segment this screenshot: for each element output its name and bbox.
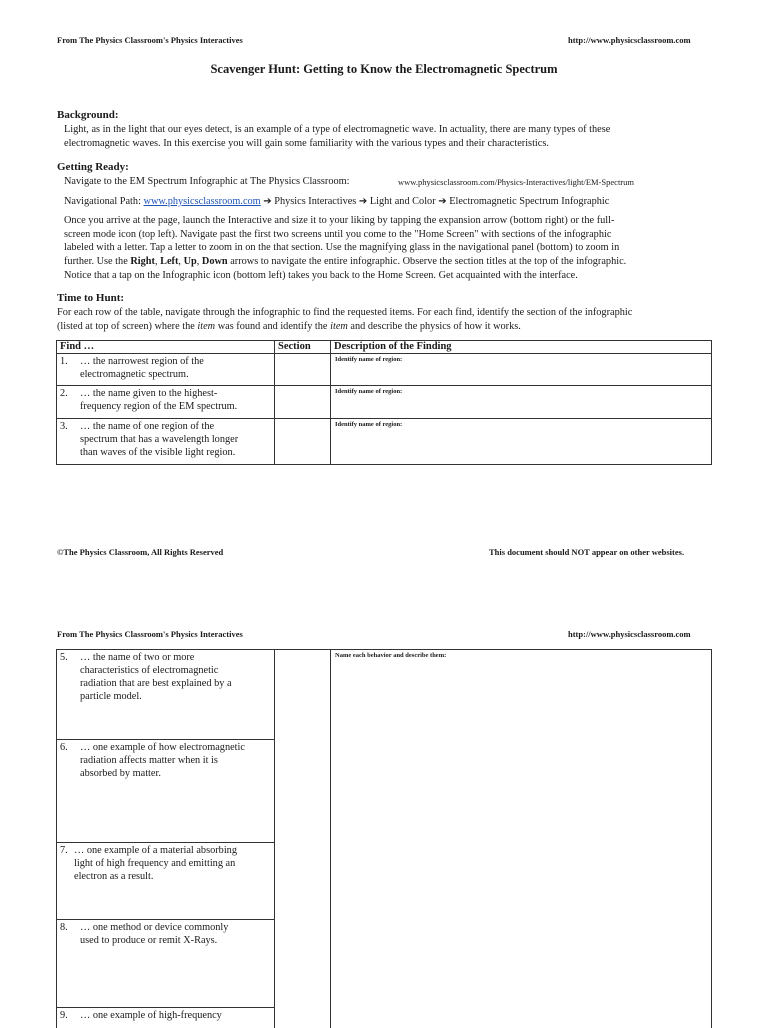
nav-path-label: Navigational Path: bbox=[64, 196, 141, 207]
table-row bbox=[57, 354, 712, 386]
description-prompt: Identify name of region: bbox=[335, 388, 403, 395]
arrow-right-icon: ➔ bbox=[358, 196, 368, 207]
keyword-left: Left bbox=[160, 256, 179, 267]
navigate-url: www.physicsclassroom.com/Physics-Interactives/light/EM-Spectrum bbox=[398, 177, 634, 187]
description-cell[interactable] bbox=[331, 386, 712, 419]
description-prompt: Identify name of region: bbox=[335, 356, 403, 363]
nav-step-physics-interactives: Physics Interactives bbox=[274, 196, 357, 207]
find-text: particle model. bbox=[80, 691, 142, 702]
arrow-right-icon: ➔ bbox=[263, 196, 272, 207]
description-cell[interactable] bbox=[331, 650, 712, 1028]
keyword-up: Up bbox=[183, 256, 197, 267]
keyword-right: Right bbox=[130, 256, 155, 267]
arrow-right-icon: ➔ bbox=[438, 196, 447, 207]
find-text: light of high frequency and emitting an bbox=[74, 858, 236, 869]
instruction-line-2: screen mode icon (top left). Navigate past the first two screens until you come to the "Home Screen" with sections of the infographic bbox=[64, 229, 612, 240]
physicsclassroom-link[interactable]: www.physicsclassroom.com bbox=[143, 196, 261, 207]
background-line-1: Light, as in the light that our eyes detect, is an example of a type of electromagnetic wave. In actuality, there are many types of these bbox=[64, 124, 611, 135]
instruction-line-3: labeled with a letter. Tap a letter to zoom in on the that section. Use the magnifying glass in the navigational panel (bottom) to zoom in bbox=[64, 242, 620, 253]
find-cell bbox=[57, 740, 275, 843]
hunt-instruction-line-2 bbox=[57, 320, 521, 334]
row-number: 5. bbox=[60, 652, 68, 663]
description-cell[interactable] bbox=[331, 354, 712, 386]
page-header-source: From The Physics Classroom's Physics Interactives bbox=[57, 35, 243, 45]
navigational-path bbox=[64, 195, 609, 209]
find-text: … the narrowest region of the bbox=[80, 356, 204, 367]
getting-ready-heading: Getting Ready: bbox=[57, 161, 129, 173]
find-text: … the name given to the highest- bbox=[80, 388, 218, 399]
find-text: used to produce or remit X-Rays. bbox=[80, 935, 218, 946]
row-number: 3. bbox=[60, 421, 68, 432]
footer-copyright: ©The Physics Classroom, All Rights Reserved bbox=[57, 547, 224, 557]
hunt-text: (listed at top of screen) where the bbox=[57, 321, 198, 332]
find-text: frequency region of the EM spectrum. bbox=[80, 401, 238, 412]
find-cell bbox=[57, 386, 275, 419]
footer-notice: This document should NOT appear on other websites. bbox=[489, 547, 685, 557]
find-cell bbox=[57, 650, 275, 740]
nav-step-em-spectrum-infographic: Electromagnetic Spectrum Infographic bbox=[449, 196, 610, 207]
find-cell bbox=[57, 354, 275, 386]
find-text: electron as a result. bbox=[74, 871, 154, 882]
find-text: … the name of two or more bbox=[80, 652, 195, 663]
hunt-item-word: item bbox=[197, 321, 216, 332]
find-text: radiation that are best explained by a bbox=[80, 678, 232, 689]
hunt-text: and describe the physics of how it works. bbox=[347, 321, 521, 332]
description-cell[interactable] bbox=[331, 419, 712, 465]
table-header-row bbox=[57, 341, 712, 354]
instruction-line-5: Notice that a tap on the Infographic icon (bottom left) takes you back to the Home Screen. Get acquainted with the interface. bbox=[64, 270, 578, 281]
nav-step-light-and-color: Light and Color bbox=[369, 196, 436, 207]
background-line-2: electromagnetic waves. In this exercise you will gain some familiarity with the various types and their characteristics. bbox=[64, 138, 549, 149]
description-prompt: Identify name of region: bbox=[335, 421, 403, 428]
background-heading: Background: bbox=[57, 109, 119, 121]
page-header-source: From The Physics Classroom's Physics Interactives bbox=[57, 629, 243, 639]
section-cell[interactable] bbox=[275, 354, 331, 386]
instruction-line-1: Once you arrive at the page, launch the Interactive and size it to your liking by tapping the expansion arrow (bottom right) or the full- bbox=[64, 215, 615, 226]
col-header-section: Section bbox=[275, 341, 331, 354]
find-text: spectrum that has a wavelength longer bbox=[80, 434, 239, 445]
find-text: … one example of a material absorbing bbox=[74, 845, 237, 856]
find-text: electromagnetic spectrum. bbox=[80, 369, 189, 380]
find-text: absorbed by matter. bbox=[80, 768, 161, 779]
separator: , bbox=[154, 256, 161, 267]
section-cell[interactable] bbox=[275, 650, 331, 1028]
table-row bbox=[57, 650, 712, 740]
section-cell[interactable] bbox=[275, 386, 331, 419]
description-prompt: Name each behavior and describe them: bbox=[335, 652, 447, 659]
find-cell bbox=[57, 1008, 275, 1028]
instruction-text: arrows to navigate the entire infographic. Observe the section titles at the top of the infographic. bbox=[227, 256, 627, 267]
instruction-line-4 bbox=[64, 255, 626, 269]
find-text: … one example of how electromagnetic bbox=[80, 742, 245, 753]
col-header-find: Find … bbox=[57, 341, 275, 354]
row-number: 8. bbox=[60, 922, 68, 933]
hunt-text: was found and identify the bbox=[215, 321, 331, 332]
row-number: 1. bbox=[60, 356, 68, 367]
page-header-url: http://www.physicsclassroom.com bbox=[568, 629, 691, 639]
find-cell bbox=[57, 843, 275, 920]
find-cell bbox=[57, 920, 275, 1008]
find-text: … the name of one region of the bbox=[80, 421, 215, 432]
instruction-text: further. Use the bbox=[64, 256, 131, 267]
find-text: than waves of the visible light region. bbox=[80, 447, 236, 458]
separator: , bbox=[196, 256, 202, 267]
row-number: 6. bbox=[60, 742, 68, 753]
page-title: Scavenger Hunt: Getting to Know the Electromagnetic Spectrum bbox=[210, 62, 558, 76]
hunt-item-word: item bbox=[330, 321, 348, 332]
find-text: … one example of high-frequency bbox=[80, 1010, 222, 1021]
find-cell bbox=[57, 419, 275, 465]
findings-table-continued bbox=[56, 649, 712, 1028]
findings-table bbox=[56, 340, 712, 465]
navigate-instruction: Navigate to the EM Spectrum Infographic at The Physics Classroom: bbox=[64, 176, 350, 187]
time-to-hunt-heading: Time to Hunt: bbox=[57, 292, 125, 304]
hunt-instruction-line-1: For each row of the table, navigate through the infographic to find the requested items. For each find, identify the section of the infographic bbox=[57, 307, 633, 318]
row-number: 7. bbox=[60, 845, 68, 856]
keyword-down: Down bbox=[201, 256, 228, 267]
col-header-description: Description of the Finding bbox=[331, 341, 712, 354]
row-number: 9. bbox=[60, 1010, 68, 1021]
separator: , bbox=[178, 256, 184, 267]
page-header-url: http://www.physicsclassroom.com bbox=[568, 35, 691, 45]
table-row bbox=[57, 386, 712, 419]
row-number: 2. bbox=[60, 388, 68, 399]
section-cell[interactable] bbox=[275, 419, 331, 465]
table-row bbox=[57, 419, 712, 465]
find-text: characteristics of electromagnetic bbox=[80, 665, 219, 676]
find-text: … one method or device commonly bbox=[80, 922, 229, 933]
find-text: radiation affects matter when it is bbox=[80, 755, 218, 766]
